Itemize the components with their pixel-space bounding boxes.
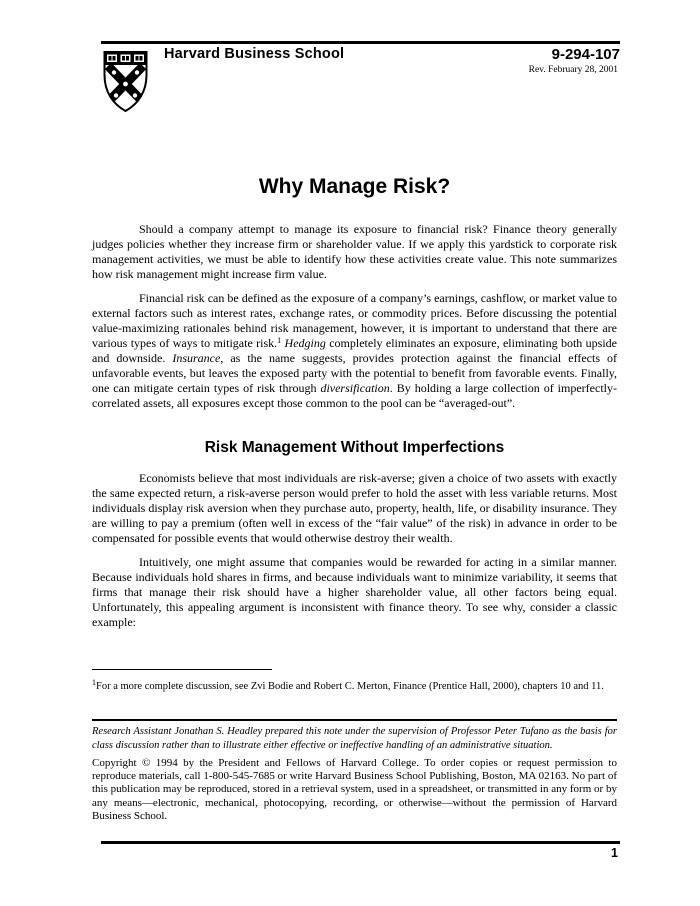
body-paragraph: Economists believe that most individuals are risk-averse; given a choice of two assets with exactly the same expected return, a risk-averse person would prefer to hold the asset with less variable returns. Most individuals display risk aversion when they purchase auto, property, health, life, or disability insurance. They are willing to pay a premium (often well in excess of the “fair value” of the risk) in advance in order to be compensated for possible events that would otherwise destroy their wealth. — [92, 471, 617, 545]
school-name: Harvard Business School — [164, 46, 345, 62]
footnote: $^1$For a more complete discussion, see Zvi Bodie and Robert C. Merton, Finance (Prentice Hall, 2000), chapters 10 and 11. — [92, 678, 604, 692]
body-paragraph: Should a company attempt to manage its exposure to financial risk? Finance theory generally judges policies whether they increase firm or shareholder value. If we apply this yardstick to corporate risk management activities, we must be able to identify how these activities create value. This note summarizes how risk management might increase firm value. — [92, 222, 617, 281]
document-number: 9-294-107 — [551, 46, 620, 63]
copyright-notice: Copyright © 1994 by the President and Fellows of Harvard College. To order copies or request permission to reproduce materials, call 1-800-545-7685 or write Harvard Business School Publishing, Boston, MA 02163. No part of this publication may be reproduced, stored in a retrieval system, used in a spreadsheet, or transmitted in any form or by any means—electronic, mechanical, photocopying, recording, or otherwise—without the permission of Harvard Business School. — [92, 757, 617, 822]
section-heading: Risk Management Without Imperfections — [204, 439, 505, 456]
footnote-separator — [92, 669, 272, 670]
document-body — [92, 176, 617, 639]
page-bottom-rule — [101, 841, 620, 844]
page-title: Why Manage Risk? — [258, 175, 451, 198]
body-paragraph: Intuitively, one might assume that companies would be rewarded for acting in a similar manner. Because individuals hold shares in firms, and because individuals want to minimize variability, it seems that firms that manage their risk should have a higher shareholder value, all other factors being equal. Unfortunately, this appealing argument is inconsistent with finance theory. To see why, consider a classic example: — [92, 555, 617, 629]
hbs-veritas-shield-icon — [103, 51, 148, 112]
body-paragraph: Financial risk can be defined as the exposure of a company’s earnings, cashflow, or market value to external factors such as interest rates, exchange rates, or commodity prices. Before discussing the potential value-maximizing rationales behind risk management, however, it is important to understand that there are various types of ways to mitigate risk.$^1$ Hedging completely eliminates an exposure, eliminating both upside and downside. Insurance, as the name suggests, provides protection against the financial effects of unfavorable events, but leaves the exposed party with the potential to benefit from favorable events. Finally, one can mitigate certain types of risk through diversification. By holding a large collection of imperfectly-correlated assets, all exposures except those common to the pool can be “averaged-out”. — [92, 291, 617, 410]
header-rule — [101, 41, 620, 44]
footer-rule — [92, 719, 617, 721]
page-number: 1 — [611, 846, 618, 860]
colophon: Research Assistant Jonathan S. Headley prepared this note under the supervision of Professor Peter Tufano as the basis for class discussion rather than to illustrate either effective or ineffective handling of an administrative situation. — [92, 726, 617, 751]
revision-date: Rev. February 28, 2001 — [528, 65, 618, 75]
